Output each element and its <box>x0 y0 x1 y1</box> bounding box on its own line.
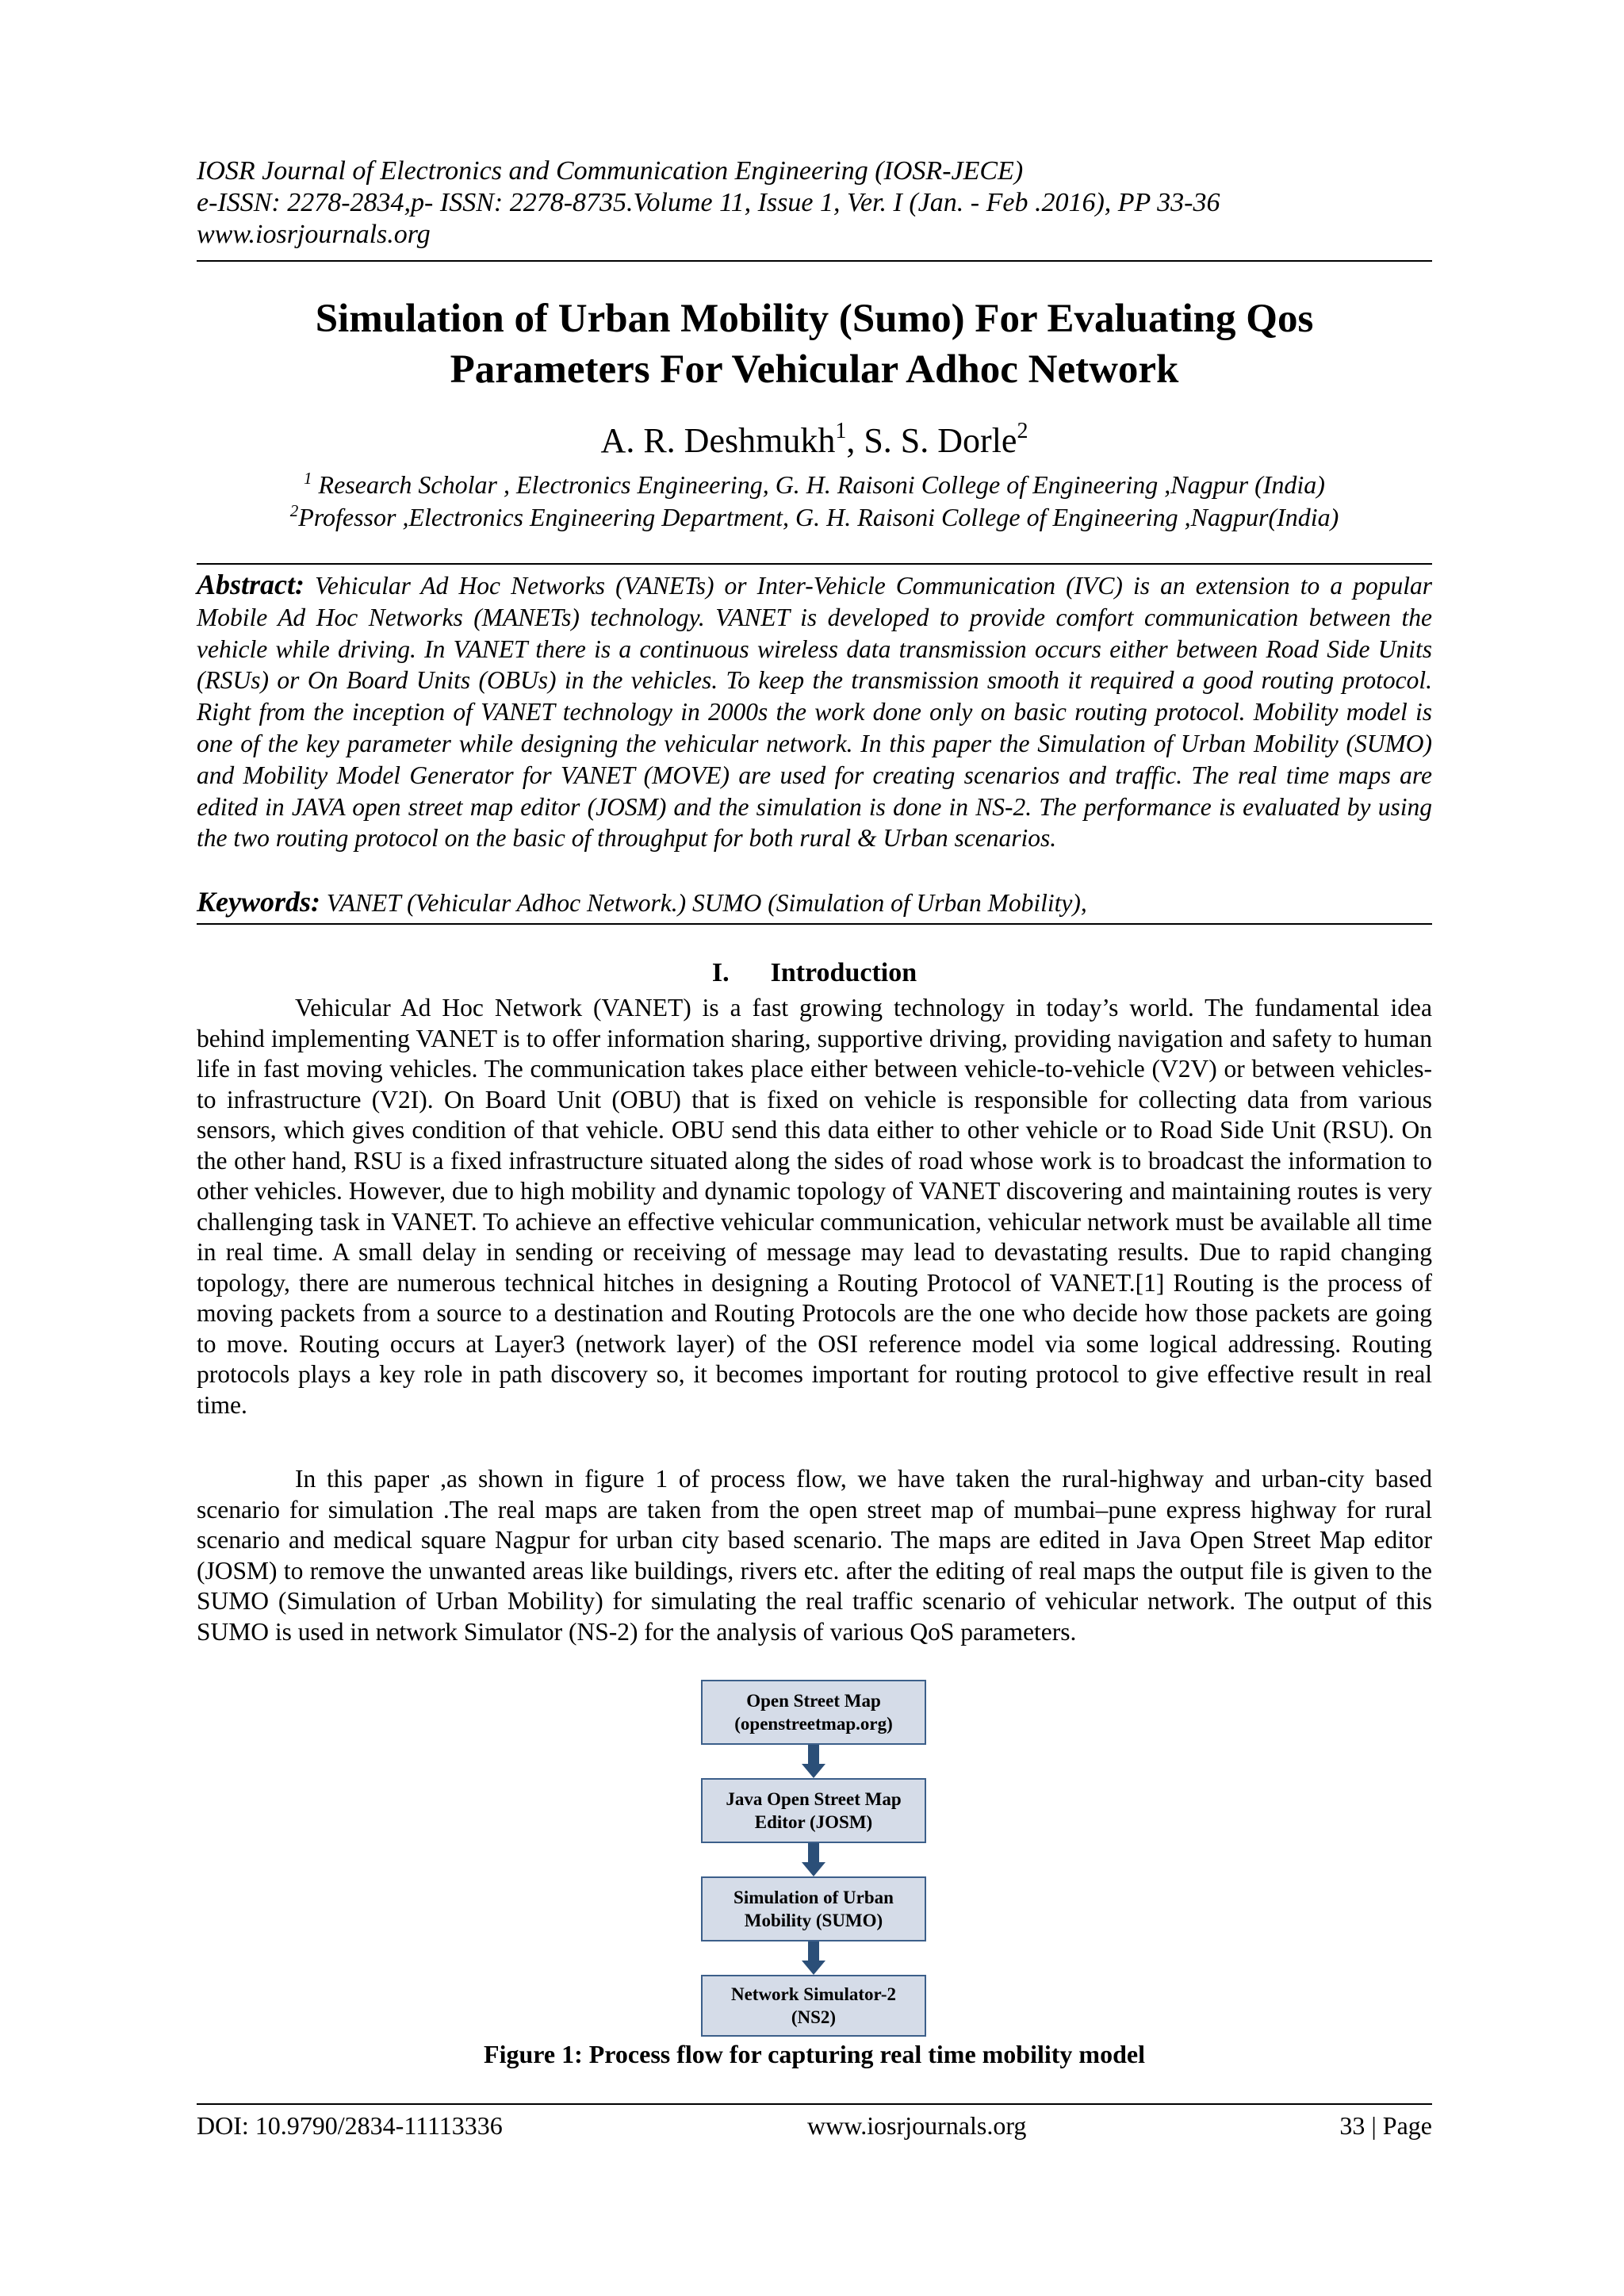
section-number: I. <box>711 958 730 987</box>
author-2-marker: 2 <box>1017 419 1028 443</box>
flow-arrow-down-icon <box>801 1941 826 1975</box>
abstract-top-rule <box>197 563 1432 565</box>
footer-website: www.iosrjournals.org <box>807 2111 1027 2140</box>
intro-paragraph-1: Vehicular Ad Hoc Network (VANET) is a fast growing technology in today’s world. The fundamental idea behind implementing VANET is to offer information sharing, supportive driving, providing navigation and safety to human life in fast moving vehicles. The communication takes place either between vehicle-to-vehicle (V2V) or between vehicles-to infrastructure (V2I). On Board Unit (OBU) that is fixed on vehicle is responsible for collecting data from various sensors, which gives condition of that vehicle. OBU send this data either to other vehicle or to Road Side Unit (RSU). On the other hand, RSU is a fixed infrastructure situated along the sides of road whose work is to broadcast the information to other vehicles. However, due to high mobility and dynamic topology of VANET discovering and maintaining routes is very challenging task in VANET. To achieve an effective vehicular communication, vehicular network must be available all time in real time. A small delay in sending or receiving of message may lead to devastating results. Due to rapid changing topology, there are numerous technical hitches in designing a Routing Protocol of VANET.[1] Routing is the process of moving packets from a source to a destination and Routing Protocols are the one who decide how those packets are going to move. Routing occurs at Layer3 (network layer) of the OSI reference model via some logical addressing. Routing protocols plays a key role in path discovery so, it becomes important for routing protocol to give effective result in real time. <box>197 994 1432 1419</box>
keywords-text: VANET (Vehicular Adhoc Network.) SUMO (Simulation of Urban Mobility), <box>320 889 1087 917</box>
journal-name: IOSR Journal of Electronics and Communication Engineering (IOSR-JECE) <box>197 156 1024 186</box>
flow-step-openstreetmap: Open Street Map (openstreetmap.org) <box>701 1680 926 1745</box>
running-header <box>197 155 1432 251</box>
section-title: Introduction <box>770 958 917 987</box>
paper-title <box>197 293 1432 395</box>
affiliation-1 <box>197 470 1432 500</box>
affiliation-2-text: Professor ,Electronics Engineering Department, G. H. Raisoni College of Engineering ,Nagpur(India) <box>298 503 1339 531</box>
flow-step-sumo: Simulation of Urban Mobility (SUMO) <box>701 1876 926 1941</box>
affiliation-2-marker: 2 <box>289 501 299 520</box>
affiliation-1-text: Research Scholar , Electronics Engineering, G. H. Raisoni College of Engineering ,Nagpur (India) <box>312 470 1325 499</box>
author-2: S. S. Dorle <box>864 421 1017 460</box>
keywords <box>197 884 1432 921</box>
title-line-1: Simulation of Urban Mobility (Sumo) For Evaluating Qos <box>315 297 1314 341</box>
author-list <box>197 419 1432 463</box>
section-heading-introduction <box>197 956 1432 991</box>
abstract <box>197 569 1432 854</box>
author-separator: , <box>846 421 864 460</box>
affiliation-1-marker: 1 <box>304 469 312 488</box>
figure-1-caption: Figure 1: Process flow for capturing real time mobility model <box>484 2040 1145 2068</box>
flow-step-ns2: Network Simulator-2 (NS2) <box>701 1975 926 2037</box>
footer-rule <box>197 2103 1432 2105</box>
intro-paragraph-2: In this paper ,as shown in figure 1 of process flow, we have taken the rural-highway and urban-city based scenario for simulation .The real maps are taken from the open street map of mumbai–pune express highway for rural scenario and medical square Nagpur for urban city based scenario. The maps are edited in Java Open Street Map editor (JOSM) to remove the unwanted areas like buildings, rivers etc. after the editing of real maps the output file is given to the SUMO (Simulation of Urban Mobility) for simulating the real traffic scenario of vehicular network. The output of this SUMO is used in network Simulator (NS-2) for the analysis of various QoS parameters. <box>197 1465 1432 1646</box>
issn-line: e-ISSN: 2278-2834,p- ISSN: 2278-8735.Volume 11, Issue 1, Ver. I (Jan. - Feb .2016), PP 33-36 <box>197 188 1220 217</box>
keywords-bottom-rule <box>197 923 1432 925</box>
footer-doi: DOI: 10.9790/2834-11113336 <box>197 2111 503 2140</box>
affiliation-2 <box>197 502 1432 532</box>
journal-website: www.iosrjournals.org <box>197 220 431 249</box>
header-rule <box>197 260 1432 262</box>
flow-arrow-down-icon <box>801 1843 826 1876</box>
author-1: A. R. Deshmukh <box>600 421 836 460</box>
footer-page-number: 33 | Page <box>1339 2111 1432 2140</box>
flow-arrow-down-icon <box>801 1745 826 1778</box>
keywords-label: Keywords: <box>197 886 320 918</box>
abstract-label: Abstract: <box>197 569 305 600</box>
flow-step-josm: Java Open Street Map Editor (JOSM) <box>701 1778 926 1843</box>
title-line-2: Parameters For Vehicular Adhoc Network <box>450 347 1179 392</box>
author-1-marker: 1 <box>835 419 847 443</box>
abstract-text: Vehicular Ad Hoc Networks (VANETs) or Inter-Vehicle Communication (IVC) is an extension to a popular Mobile Ad Hoc Networks (MANETs) technology. VANET is developed to provide comfort communication between the vehicle while driving. In VANET there is a continuous wireless data transmission occurs either between Road Side Units (RSUs) or On Board Units (OBUs) in the vehicles. To keep the transmission smooth it required a good routing protocol. Right from the inception of VANET technology in 2000s the work done only on basic routing protocol. Mobility model is one of the key parameter while designing the vehicular network. In this paper the Simulation of Urban Mobility (SUMO) and Mobility Model Generator for VANET (MOVE) are used for creating scenarios and traffic. The real time maps are edited in JAVA open street map editor (JOSM) and the simulation is done in NS-2. The performance is evaluated by using the two routing protocol on the basic of throughput for both rural & Urban scenarios. <box>197 572 1432 853</box>
